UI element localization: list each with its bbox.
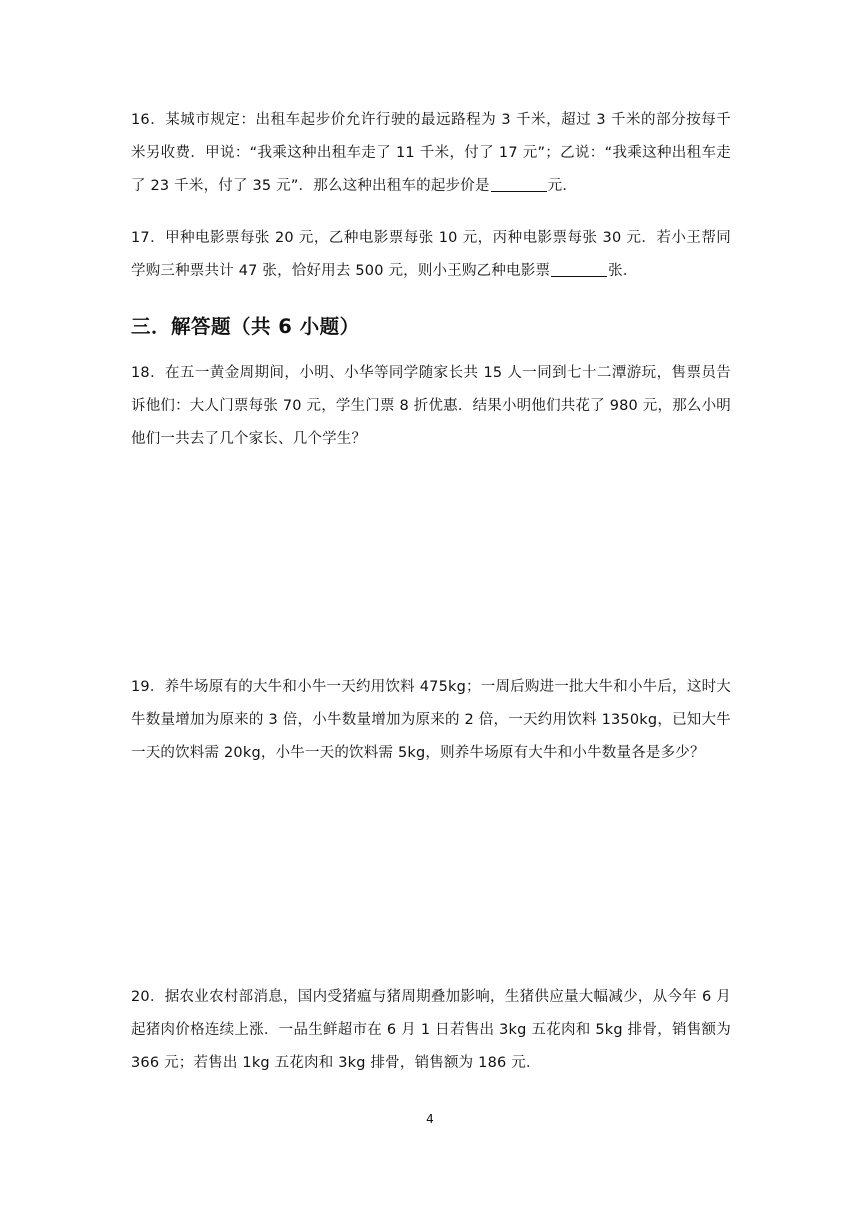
section-title-answer-questions: 三．解答题（共 6 小题） [131,315,360,338]
question-16-unit: 元． [547,178,578,194]
answer-blank-17[interactable] [551,260,607,277]
question-17-text: 17．甲种电影票每张 20 元，乙种电影票每张 10 元，丙种电影票每张 30 元．若小王帮同学购三种票共计 47 张，恰好用去 500 元，则小王购乙种电影票 [131,230,731,279]
question-16 [131,104,731,203]
question-18: 18．在五一黄金周期间，小明、小华等同学随家长共 15 人一同到七十二潭游玩，售票员告诉他们：大人门票每张 70 元，学生门票 8 折优惠．结果小明他们共花了 980 元，那么小明他们一共去了几个家长、几个学生？ [131,365,731,447]
question-16-text: 16．某城市规定：出租车起步价允许行驶的最远路程为 3 千米，超过 3 千米的部分按每千米另收费．甲说：“我乘这种出租车走了 11 千米，付了 17 元”；乙说：“我乘这种出租车走了 23 千米，付了 35 元”．那么这种出租车的起步价是 [131,112,731,194]
question-17 [131,222,731,288]
answer-blank-16[interactable] [491,175,547,192]
question-20: 20．据农业农村部消息，国内受猪瘟与猪周期叠加影响，生猪供应量大幅减少，从今年 6 月起猪肉价格连续上涨．一品生鲜超市在 6 月 1 日若售出 3kg 五花肉和 5kg 排骨，销售额为 366 元；若售出 1kg 五花肉和 3kg 排骨，销售额为 186 元． [131,989,731,1071]
page-number: 4 [426,1112,434,1126]
question-19: 19．养牛场原有的大牛和小牛一天约用饮料 475kg；一周后购进一批大牛和小牛后，这时大牛数量增加为原来的 3 倍，小牛数量增加为原来的 2 倍，一天约用饮料 1350kg，已知大牛一天的饮料需 20kg，小牛一天的饮料需 5kg，则养牛场原有大牛和小牛数量各是多少？ [131,679,731,761]
question-17-unit: 张． [608,263,638,279]
